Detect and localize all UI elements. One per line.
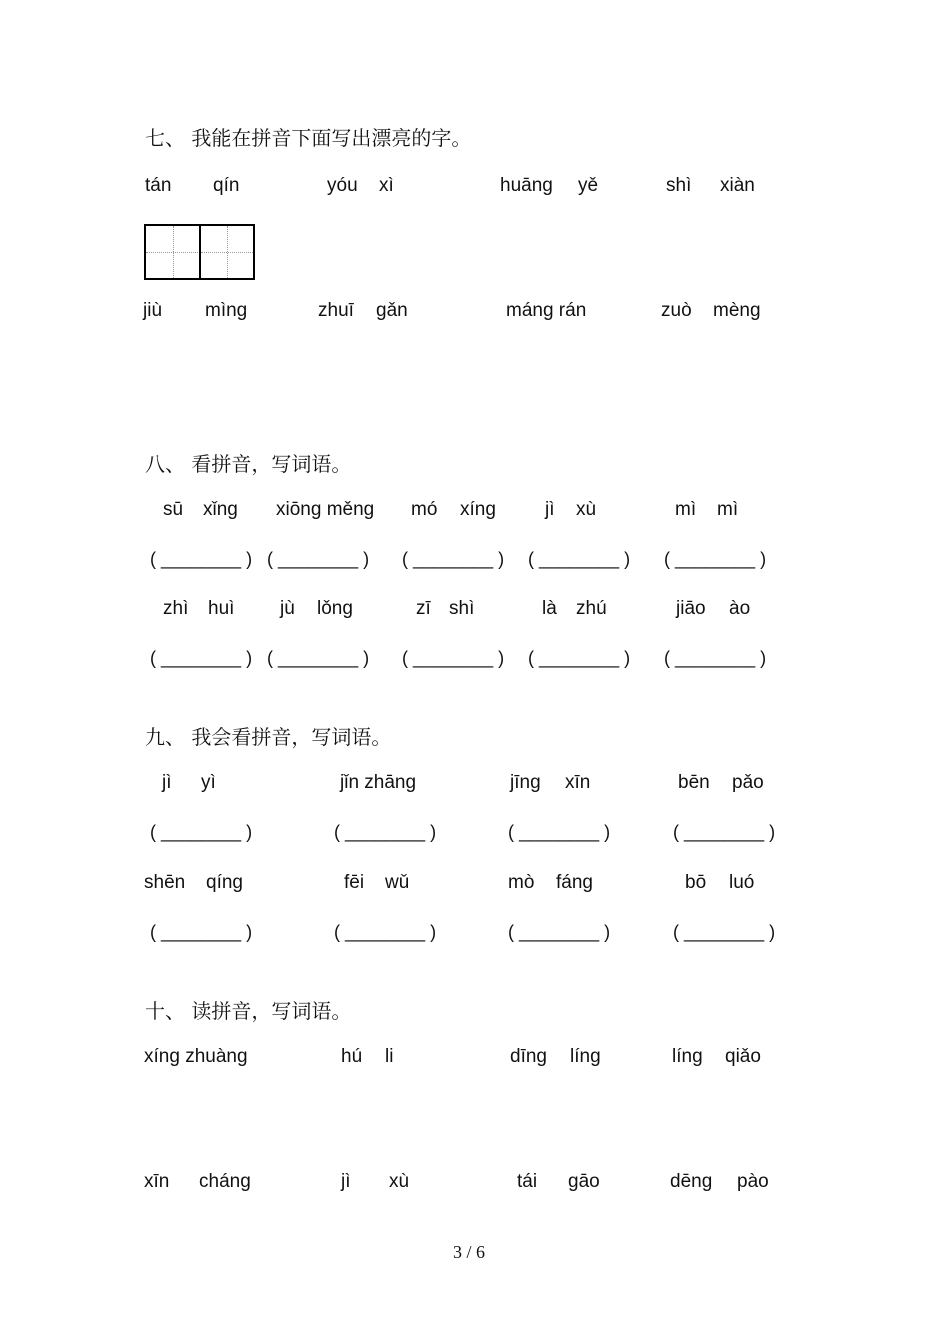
pinyin: mì <box>717 499 739 520</box>
pinyin: xíng zhuàng <box>144 1046 248 1067</box>
pinyin: shì <box>666 175 692 196</box>
pinyin: jù <box>280 598 295 619</box>
answer-blank[interactable]: ( ________ ) <box>528 549 631 569</box>
answer-blank[interactable]: ( ________ ) <box>150 648 253 668</box>
pinyin: zuò <box>661 300 692 321</box>
writing-grid[interactable] <box>144 224 255 280</box>
pinyin: máng rán <box>506 300 587 321</box>
pinyin: xǐng <box>203 499 238 520</box>
answer-blank[interactable]: ( ________ ) <box>267 549 370 569</box>
pinyin: pǎo <box>732 772 764 793</box>
pinyin: xù <box>576 499 597 520</box>
pinyin: zhì <box>163 598 189 619</box>
pinyin: wǔ <box>385 872 410 893</box>
pinyin: tán <box>145 175 172 196</box>
answer-blank[interactable]: ( ________ ) <box>664 549 767 569</box>
pinyin: jì <box>162 772 172 793</box>
answer-blank[interactable]: ( ________ ) <box>334 922 437 942</box>
pinyin: bēn <box>678 772 710 793</box>
pinyin: là <box>542 598 557 619</box>
pinyin: gāo <box>568 1171 600 1192</box>
pinyin: jiù <box>143 300 163 321</box>
pinyin: dīng <box>510 1046 547 1067</box>
pinyin: lǒng <box>317 598 353 619</box>
pinyin: mó <box>411 499 438 520</box>
pinyin: qiǎo <box>725 1046 761 1067</box>
pinyin: xīn <box>144 1171 170 1192</box>
pinyin: mèng <box>713 300 761 321</box>
pinyin: jiāo <box>676 598 706 619</box>
pinyin: líng <box>672 1046 703 1067</box>
pinyin: jīng <box>510 772 541 793</box>
answer-blank[interactable]: ( ________ ) <box>150 822 253 842</box>
answer-blank[interactable]: ( ________ ) <box>267 648 370 668</box>
answer-blank[interactable]: ( ________ ) <box>673 922 776 942</box>
answer-blank[interactable]: ( ________ ) <box>673 822 776 842</box>
pinyin: hú <box>341 1046 363 1067</box>
pinyin: xiàn <box>720 175 755 196</box>
pinyin: mìng <box>205 300 248 321</box>
pinyin: shēn <box>144 872 186 893</box>
answer-blank[interactable]: ( ________ ) <box>508 922 611 942</box>
pinyin: yì <box>201 772 216 793</box>
pinyin: jì <box>545 499 555 520</box>
pinyin: qíng <box>206 872 243 893</box>
answer-blank[interactable]: ( ________ ) <box>528 648 631 668</box>
pinyin: yě <box>578 175 599 196</box>
pinyin: pào <box>737 1171 769 1192</box>
pinyin: zhú <box>576 598 607 619</box>
section-10-title: 十、 读拼音，写词语。 <box>145 999 352 1023</box>
answer-blank[interactable]: ( ________ ) <box>402 549 505 569</box>
pinyin: li <box>385 1046 394 1067</box>
pinyin: bō <box>685 872 707 893</box>
answer-blank[interactable]: ( ________ ) <box>334 822 437 842</box>
pinyin: huì <box>208 598 235 619</box>
section-7-title: 七、 我能在拼音下面写出漂亮的字。 <box>145 126 472 150</box>
pinyin: tái <box>517 1171 538 1192</box>
answer-blank[interactable]: ( ________ ) <box>508 822 611 842</box>
pinyin: gǎn <box>376 300 408 321</box>
pinyin: fáng <box>556 872 593 893</box>
page-number: 3 / 6 <box>453 1242 486 1262</box>
pinyin: fēi <box>344 872 365 893</box>
pinyin: zhuī <box>318 300 354 321</box>
pinyin: xù <box>389 1171 410 1192</box>
pinyin: mì <box>675 499 697 520</box>
pinyin: jì <box>341 1171 351 1192</box>
writing-grid-cell[interactable] <box>146 226 200 278</box>
pinyin: sū <box>163 499 184 520</box>
pinyin: xīn <box>565 772 591 793</box>
answer-blank[interactable]: ( ________ ) <box>402 648 505 668</box>
answer-blank[interactable]: ( ________ ) <box>150 922 253 942</box>
pinyin: ào <box>729 598 751 619</box>
pinyin: qín <box>213 175 240 196</box>
pinyin: yóu <box>327 175 358 196</box>
section-8-title: 八、 看拼音，写词语。 <box>145 452 352 476</box>
pinyin: luó <box>729 872 755 893</box>
pinyin: zī <box>416 598 431 619</box>
answer-blank[interactable]: ( ________ ) <box>664 648 767 668</box>
pinyin: mò <box>508 872 535 893</box>
pinyin: huāng <box>500 175 553 196</box>
pinyin: cháng <box>199 1171 251 1192</box>
pinyin: líng <box>570 1046 601 1067</box>
section-9-title: 九、 我会看拼音，写词语。 <box>145 725 392 749</box>
pinyin: dēng <box>670 1171 713 1192</box>
pinyin: xiōng měng <box>276 499 375 520</box>
answer-blank[interactable]: ( ________ ) <box>150 549 253 569</box>
pinyin: jǐn zhāng <box>340 772 417 793</box>
pinyin: xì <box>379 175 394 196</box>
writing-grid-cell[interactable] <box>199 226 253 278</box>
pinyin: shì <box>449 598 475 619</box>
pinyin: xíng <box>460 499 496 520</box>
